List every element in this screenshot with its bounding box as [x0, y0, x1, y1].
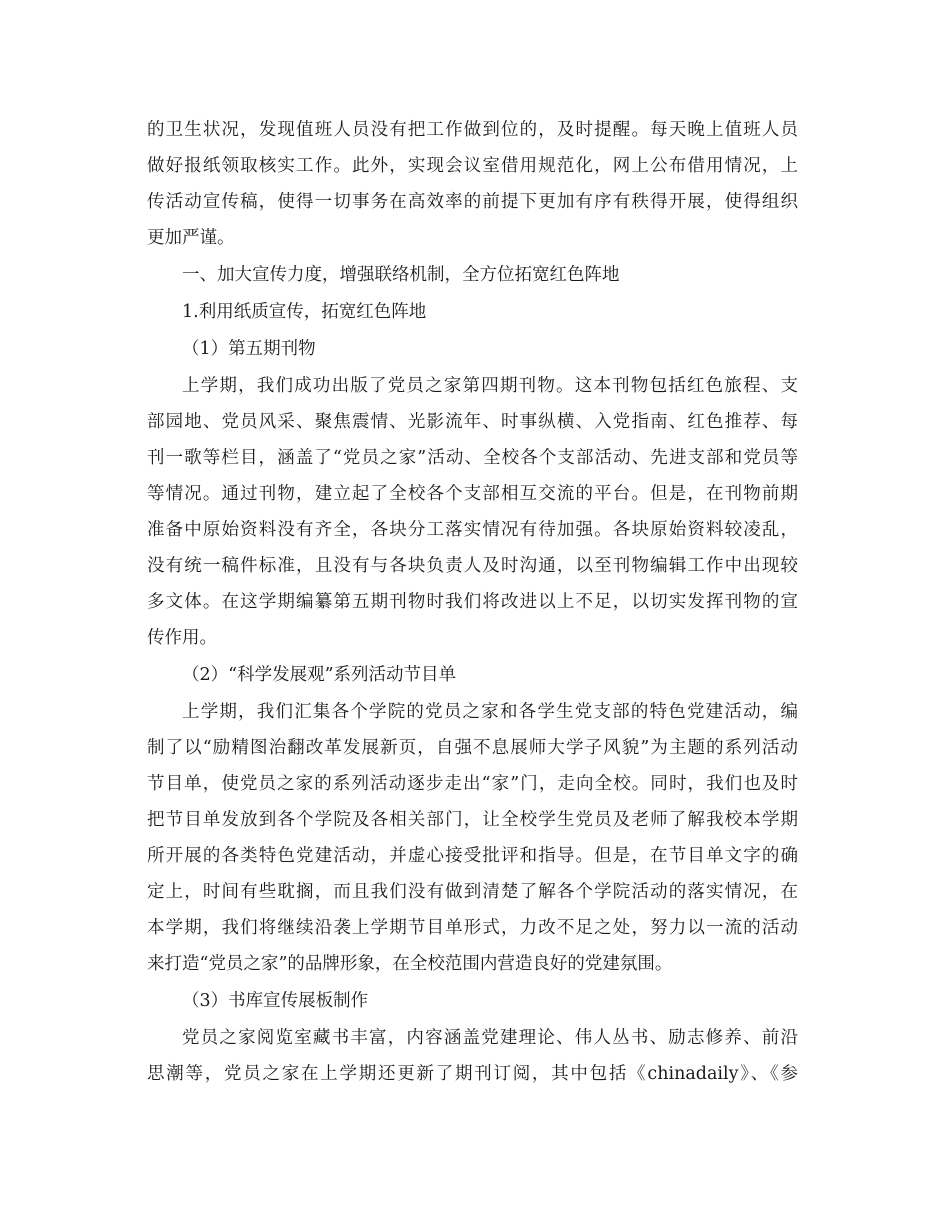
item-heading: （3）书库宣传展板制作 [182, 991, 369, 1011]
text-line: 思潮等，党员之家在上学期还更新了期刊订阅，其中包括《chinadaily》、《参 [147, 1064, 798, 1084]
text-line: 节目单，使党员之家的系列活动逐步走出“家”门，走向全校。同时，我们也及时 [147, 774, 798, 794]
text-line: 多文体。在这学期编纂第五期刊物时我们将改进以上不足，以切实发挥刊物的宣 [147, 592, 798, 612]
text-line: 制了以“励精图治翻改革发展新页，自强不息展师大学子风貌”为主题的系列活动 [147, 738, 798, 758]
subsection-heading: 1.利用纸质宣传，拓宽红色阵地 [182, 302, 427, 322]
text-line: 准备中原始资料没有齐全，各块分工落实情况有待加强。各块原始资料较凌乱， [147, 520, 798, 540]
text-line: 党员之家阅览室藏书丰富，内容涵盖党建理论、伟人丛书、励志修养、前沿 [182, 1028, 798, 1048]
item-heading: （2）“科学发展观”系列活动节目单 [182, 665, 457, 685]
item-heading: （1）第五期刊物 [182, 339, 316, 359]
text-line: 部园地、党员风采、聚焦震情、光影流年、时事纵横、入党指南、红色推荐、每 [147, 412, 798, 432]
section-heading: 一、加大宣传力度，增强联络机制，全方位拓宽红色阵地 [182, 265, 620, 285]
text-line: 所开展的各类特色党建活动，并虚心接受批评和指导。但是，在节目单文字的确 [147, 846, 798, 866]
text-line: 上学期，我们汇集各个学院的党员之家和各学生党支部的特色党建活动，编 [182, 702, 798, 722]
text-line: 上学期，我们成功出版了党员之家第四期刊物。这本刊物包括红色旅程、支 [182, 376, 798, 396]
text-line: 做好报纸领取核实工作。此外，实现会议室借用规范化，网上公布借用情况，上 [147, 156, 798, 176]
text-line: 传作用。 [147, 628, 217, 648]
text-line: 没有统一稿件标准，且没有与各块负责人及时沟通，以至刊物编辑工作中出现较 [147, 556, 798, 576]
text-line: 刊一歌等栏目，涵盖了“党员之家”活动、全校各个支部活动、先进支部和党员等 [147, 448, 798, 468]
text-line: 等情况。通过刊物，建立起了全校各个支部相互交流的平台。但是，在刊物前期 [147, 484, 798, 504]
text-line: 本学期，我们将继续沿袭上学期节目单形式，力改不足之处，努力以一流的活动 [147, 918, 798, 938]
text-line: 的卫生状况，发现值班人员没有把工作做到位的，及时提醒。每天晚上值班人员 [147, 120, 798, 140]
text-line: 更加严谨。 [147, 228, 235, 248]
text-line: 传活动宣传稿，使得一切事务在高效率的前提下更加有序有秩得开展，使得组织 [147, 192, 798, 212]
text-line: 定上，时间有些耽搁，而且我们没有做到清楚了解各个学院活动的落实情况，在 [147, 882, 798, 902]
text-line: 来打造“党员之家”的品牌形象，在全校范围内营造良好的党建氛围。 [147, 954, 673, 974]
text-line: 把节目单发放到各个学院及各相关部门，让全校学生党员及老师了解我校本学期 [147, 810, 798, 830]
